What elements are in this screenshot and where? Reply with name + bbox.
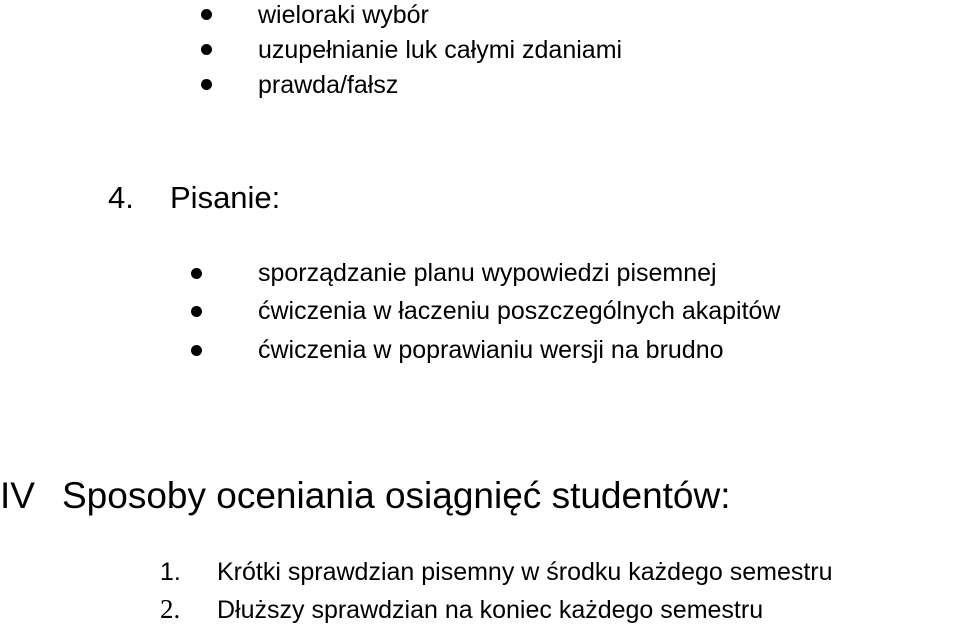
- bullet-icon: [191, 306, 202, 317]
- bullet-icon: [201, 44, 212, 55]
- item-number: 1.: [160, 558, 181, 586]
- main-heading-assessment: [0, 473, 731, 519]
- list-item-text: ćwiczenia w łaczeniu poszczególnych akapitów: [258, 297, 781, 325]
- section-number: 4.: [108, 180, 134, 215]
- list-item-text: sporządzanie planu wypowiedzi pisemnej: [258, 259, 717, 287]
- list-item-text: ćwiczenia w poprawianiu wersji na brudno: [258, 336, 724, 364]
- section-heading-writing: [108, 178, 280, 218]
- bullet-icon: [201, 79, 212, 90]
- list-item-text: prawda/fałsz: [258, 71, 399, 99]
- list-item-text: uzupełnianie luk całymi zdaniami: [258, 36, 623, 64]
- main-heading-title: Sposoby oceniania osiągnięć studentów:: [62, 475, 731, 516]
- bullet-icon: [191, 345, 202, 356]
- item-number: 2.: [160, 594, 181, 624]
- item-text: Krótki sprawdzian pisemny w środku każdego semestru: [217, 558, 833, 586]
- numbered-item: [160, 555, 833, 589]
- section-title: Pisanie:: [170, 180, 281, 215]
- numbered-item: [160, 592, 763, 627]
- item-text: Dłuższy sprawdzian na koniec każdego semestru: [217, 596, 764, 624]
- list-item-text: wieloraki wybór: [258, 1, 429, 29]
- roman-numeral: IV: [0, 475, 35, 516]
- bullet-icon: [201, 9, 212, 20]
- bullet-icon: [191, 268, 202, 279]
